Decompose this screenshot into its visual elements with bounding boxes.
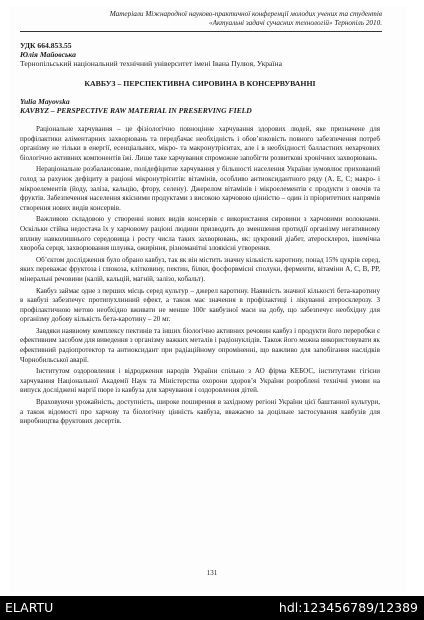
paragraph: Кавбуз займає одне з перших місць серед культур – джерел каротину. Наявність значної кількості бета-каротину в кавбузі забезпечує протипухлинний ефект, а також має значення в профілактиці і лікуванні атеросклерозу. З профілактичною метою необхідно вживати не менше 100г кавбузної маси на добу, що забезпечує необхідну для організму добову кількість бета-каротину – 20 мг. (20, 286, 380, 324)
header-line-1: Матеріали Міжнародної науково-практичної конференції молодих учених та студентів (109, 10, 382, 18)
author-ua: Юлія Майовська (20, 50, 76, 59)
page-number: 131 (206, 569, 218, 577)
paragraph: Нераціональне розбалансоване, полідефіцитне харчування у більшості населення України зумовлює прихований голод за рахунок дефіциту в раціоні мікронутрієнтів: вітамінів, особливо антиоксидантного ряду (А, Е, С; макро- і мікроелементів (йоду, заліза, кальцію, фтору, селену). Джерелом вітамінів і мікроелементів є продукти з овочів та фруктів. Забезпечення населення якісними продуктами з високою харчовою цінністю – один із пріоритетних напрямів створення нових видів консервів. (20, 165, 380, 212)
title-en: KAVBYZ – PERSPECTIVE RAW MATERIAL IN PRESERVING FIELD (20, 106, 252, 115)
article-body (20, 125, 380, 429)
paragraph: Об’єктом дослідження було обрано кавбуз, так як він містить значну кількість каротину, понад 15% цукрів серед, яких переважає фруктоза і глюкоза, клітковину, пектин, білки, фосфорвмісні сполуки, ферменти, вітаміни А, С, В, РР, мінеральні речовини (калій, кальцій, магній, залізо, кобальт). (20, 255, 380, 283)
paragraph: Враховуючи урожайність, доступність, широке поширення в західному регіоні України цієї баштанної культури, а також відомості про харчову та біологічну цінність кавбуза, вважаємо за доцільне застосування кавбузів для виробництва фруктових десертів. (20, 398, 380, 426)
paragraph: Завдяки наявному комплексу пектинів та інших біологічно активних речовин кавбуз і продукти його переробки є ефективним засобом для виведення з організму важких металів і радіонуклідів. Також його можна використовувати як ефективний радіопротектор та антиоксидант при радіаційному опроміненні, що важливо для запобігання наслідків Чорнобильської аварії. (20, 326, 380, 364)
paragraph: Раціональне харчування – це фізіологічно повноцінне харчування здорових людей, яке призначене для профілактики аліментарних захворювань та передбачає необхідність і обов’язковість повного забезпечення потреб організму не тільки в енергії, есенціальних, мікро- та макронутрієнтах, але і в необхідності балластних нехарчових біологічно активних компонентів їжі. Лише таке харчування спроможне запобігти розвиткові хронічних захворювань. (20, 125, 380, 162)
header-rule (20, 31, 382, 32)
title-ua: КАВБУЗ – ПЕРСПЕКТИВНА СИРОВИНА В КОНСЕРВУВАННІ (84, 79, 316, 88)
footer-handle[interactable]: hdl:123456789/12389 (278, 600, 418, 615)
affiliation: Тернопільський національний технічний університет імені Івана Пулюя, Україна (20, 59, 282, 68)
footer-repository-name: ELARTU (5, 600, 54, 615)
udk-code: УДК 664.853.55 (20, 41, 72, 50)
running-header (20, 10, 382, 28)
author-en: Yulia Mayovska (20, 97, 70, 106)
repository-footer (0, 596, 424, 620)
paragraph: Інститутом оздоровлення і відродження народів України спільно з АО фірма КЕБОС, інститутами гігієни харчування Національної Академії Наук та Міністерства охорони здоров’я України розроблені технічні умови на випуск досліджені маргії пюре із кавбуза для харчування і оздоровлення дітей. (20, 367, 380, 395)
paragraph: Важливою складовою у створенні нових видів консервів є використання сировини з харчовими волокнами. Оскільки стійка недостача їх у харчовому раціоні людини призводить до зменшення протидії організму негативному впливу навколишнього середовища і росту числа таких захворювань, як: цукровий діабет, атеросклероз, ішемічна хвороба серця, захворювання шлунка, ожиріння, різноманітні злоякісні утворення. (20, 215, 380, 253)
header-line-2: «Актуальні задачі сучасних технологій» Тернопіль 2010. (209, 19, 382, 27)
